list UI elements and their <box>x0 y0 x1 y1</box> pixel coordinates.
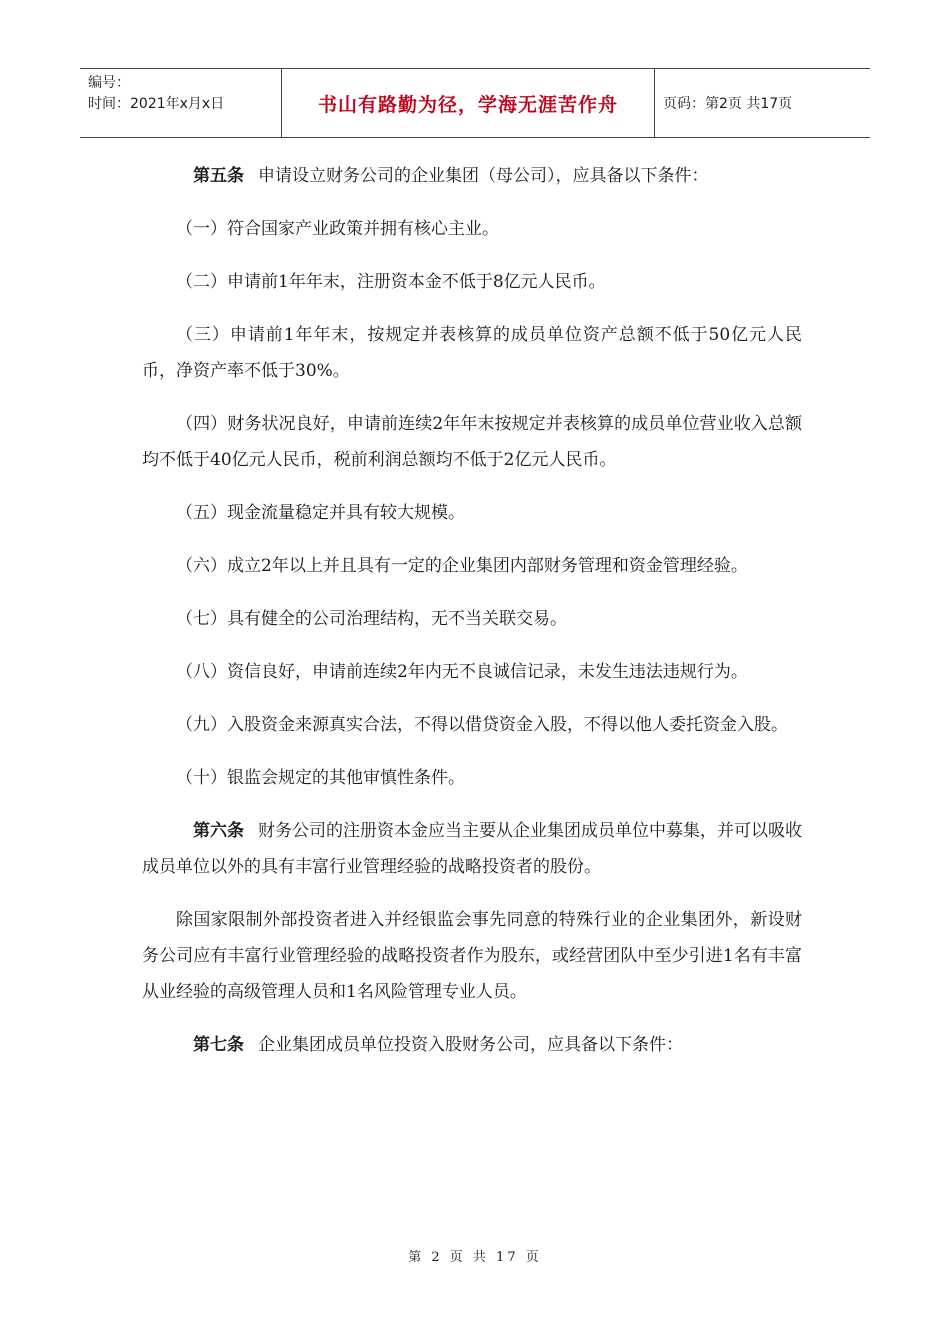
header-page-info: 页码：第2页 共17页 <box>663 96 793 112</box>
document-time-label: 时间：2021年x月x日 <box>88 96 225 112</box>
list-item: （九）入股资金来源真实合法，不得以借贷资金入股，不得以他人委托资金入股。 <box>176 715 788 735</box>
header-meta <box>80 69 282 137</box>
list-item: （八）资信良好，申请前连续2年内无不良诚信记录，未发生违法违规行为。 <box>176 662 748 682</box>
list-item: （三）申请前1年年末，按规定并表核算的成员单位资产总额不低于50亿元人民币，净资产率不低于30%。 <box>142 325 802 381</box>
article-6 <box>142 813 802 885</box>
document-body <box>142 158 802 1080</box>
article-6-label: 第六条 <box>193 821 244 841</box>
list-item: （二）申请前1年年末，注册资本金不低于8亿元人民币。 <box>176 272 606 292</box>
page-footer: 第 2 页 共 17 页 <box>408 1250 542 1265</box>
list-item: （四）财务状况良好，申请前连续2年年末按规定并表核算的成员单位营业收入总额均不低于40亿元人民币，税前利润总额均不低于2亿元人民币。 <box>142 414 802 470</box>
article-5-label: 第五条 <box>193 166 244 186</box>
article-6-paragraph-2: 除国家限制外部投资者进入并经银监会事先同意的特殊行业的企业集团外，新设财务公司应有丰富行业管理经验的战略投资者作为股东，或经营团队中至少引进1名有丰富从业经验的高级管理人员和1名风险管理专业人员。 <box>142 910 802 1002</box>
article-7 <box>142 1027 802 1063</box>
article-5-text: 申请设立财务公司的企业集团（母公司），应具备以下条件： <box>258 166 709 186</box>
page-header <box>80 68 870 138</box>
article-6-text: 财务公司的注册资本金应当主要从企业集团成员单位中募集，并可以吸收成员单位以外的具有丰富行业管理经验的战略投资者的股份。 <box>142 821 802 877</box>
list-item: （五）现金流量稳定并具有较大规模。 <box>176 503 465 523</box>
list-item: （七）具有健全的公司治理结构，无不当关联交易。 <box>176 609 567 629</box>
header-motto: 书山有路勤为径，学海无涯苦作舟 <box>282 69 655 137</box>
list-item: （六）成立2年以上并且具有一定的企业集团内部财务管理和资金管理经验。 <box>176 556 748 576</box>
article-5 <box>142 158 802 194</box>
list-item: （十）银监会规定的其他审慎性条件。 <box>176 768 465 788</box>
list-item: （一）符合国家产业政策并拥有核心主业。 <box>176 219 499 239</box>
article-7-label: 第七条 <box>193 1035 244 1055</box>
article-7-text: 企业集团成员单位投资入股财务公司，应具备以下条件： <box>258 1035 683 1055</box>
document-number-label: 编号： <box>88 75 130 91</box>
